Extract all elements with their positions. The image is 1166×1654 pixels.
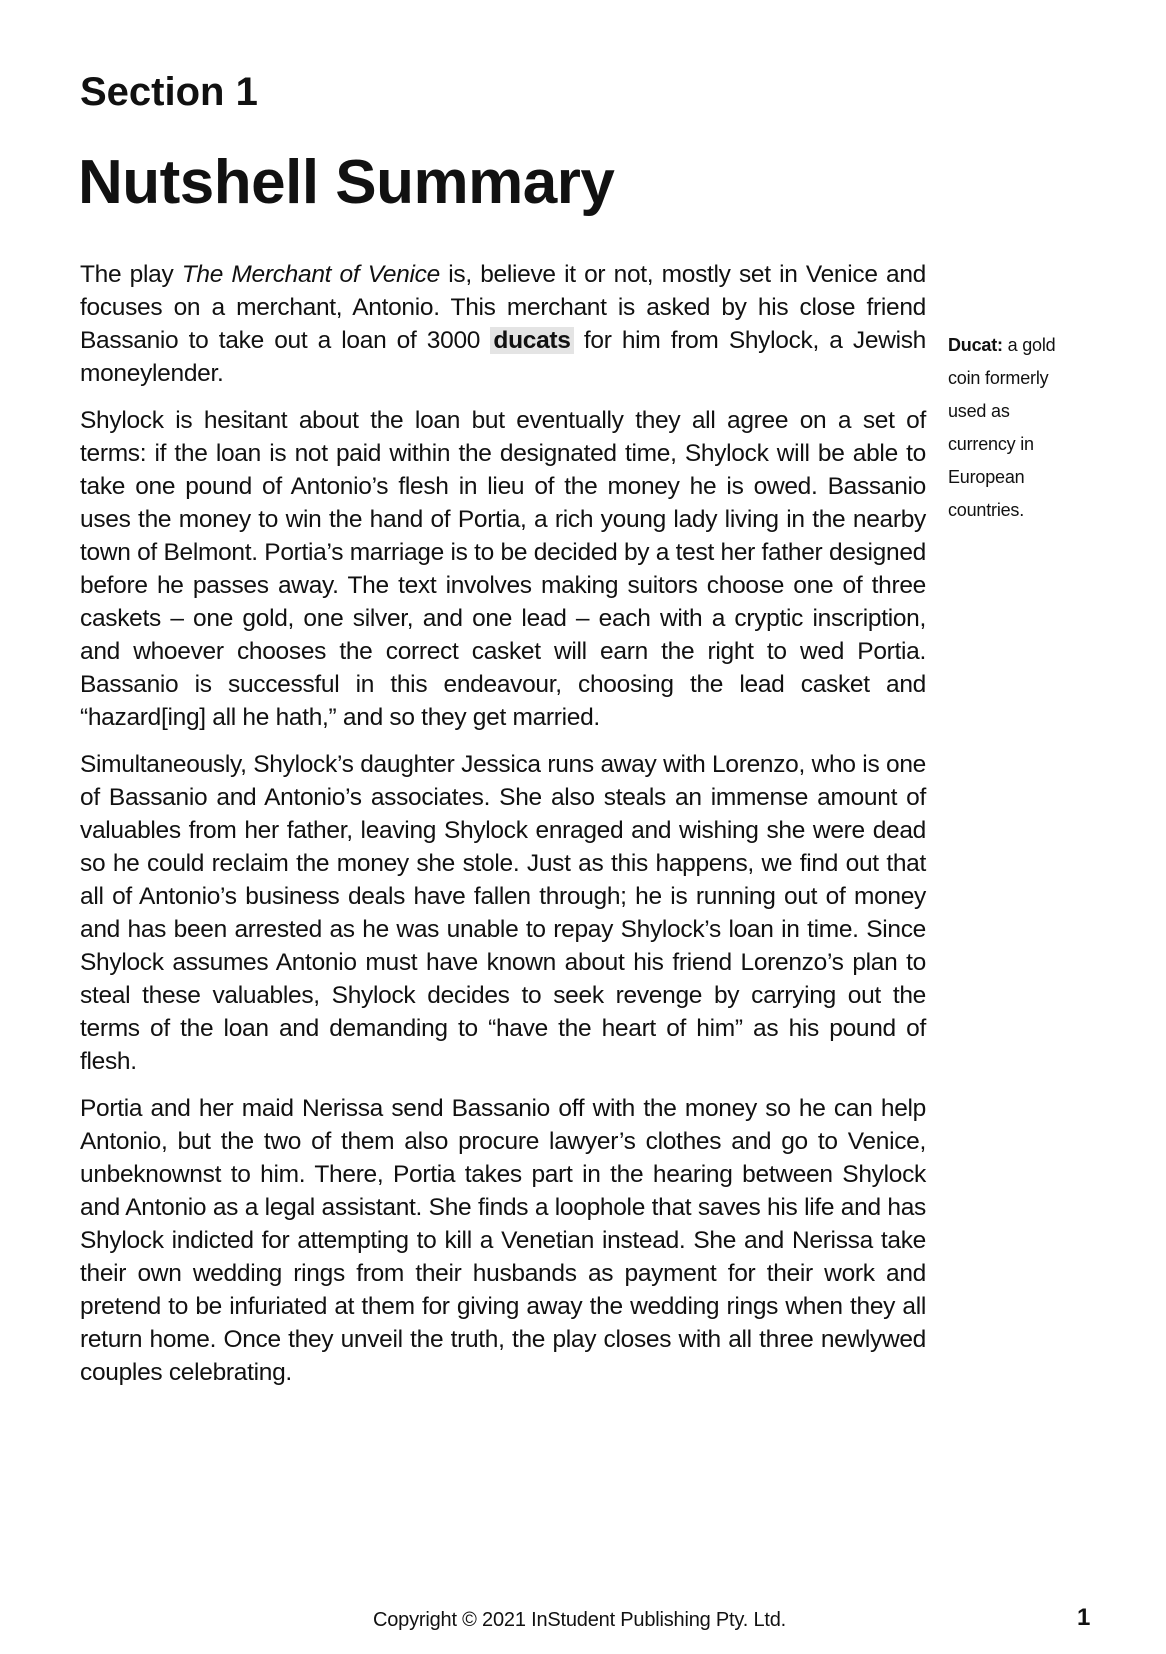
paragraph-text: is, believe it or not, mostly set in Venice and focuses on a merchant, Antonio. This merchant is asked by his close friend Bassanio to take out a loan of 3000 [80,261,927,354]
paragraph-text: The play [80,261,182,288]
page-number: 1 [1077,1604,1091,1631]
page-title: Nutshell Summary [78,148,615,217]
footer-copyright: Copyright © 2021 InStudent Publishing Pty. Ltd. [373,1609,787,1631]
summary-paragraph [80,258,926,390]
glossary-term-highlight: ducats [490,327,573,354]
paragraph-text: for him from Shylock, a Jewish moneylender. [80,327,927,387]
summary-paragraph: Shylock is hesitant about the loan but eventually they all agree on a set of terms: if the loan is not paid within the designated time, Shylock will be able to take one pound of Antonio’s flesh in lieu of the money he is owed. Bassanio uses the money to win the hand of Portia, a rich young lady living in the nearby town of Belmont. Portia’s marriage is to be decided by a test her father designed before he passes away. The text involves making suitors choose one of three caskets – one gold, one silver, and one lead – each with a cryptic inscription, and whoever chooses the correct casket will earn the right to wed Portia. Bassanio is successful in this endeavour, choosing the lead casket and “hazard[ing] all he hath,” and so they get married. [80,407,926,731]
summary-paragraph: Simultaneously, Shylock’s daughter Jessica runs away with Lorenzo, who is one of Bassanio and Antonio’s associates. She also steals an immense amount of valuables from her father, leaving Shylock enraged and wishing she were dead so he could reclaim the money she stole. Just as this happens, we find out that all of Antonio’s business deals have fallen through; he is running out of money and has been arrested as he was unable to repay Shylock’s loan in time. Since Shylock assumes Antonio must have known about his friend Lorenzo’s plan to steal these valuables, Shylock decides to seek revenge by carrying out the terms of the loan and demanding to “have the heart of him” as his pound of flesh. [80,751,926,1075]
summary-paragraph: Portia and her maid Nerissa send Bassanio off with the money so he can help Antonio, but the two of them also procure lawyer’s clothes and go to Venice, unbeknownst to him. There, Portia takes part in the hearing between Shylock and Antonio as a legal assistant. She finds a loophole that saves his life and has Shylock indicted for attempting to kill a Venetian instead. She and Nerissa take their own wedding rings from their husbands as payment for their work and pretend to be infuriated at them for giving away the wedding rings when they all return home. Once they unveil the truth, the play closes with all three newlywed couples celebrating. [80,1095,926,1386]
sidenote-definition: a gold coin formerly used as currency in European countries. [948,335,1056,520]
summary-body [80,258,926,1403]
glossary-sidenote [948,329,1078,527]
section-label: Section 1 [80,70,258,114]
play-title: The Merchant of Venice [181,261,440,288]
sidenote-term: Ducat: [948,335,1003,355]
